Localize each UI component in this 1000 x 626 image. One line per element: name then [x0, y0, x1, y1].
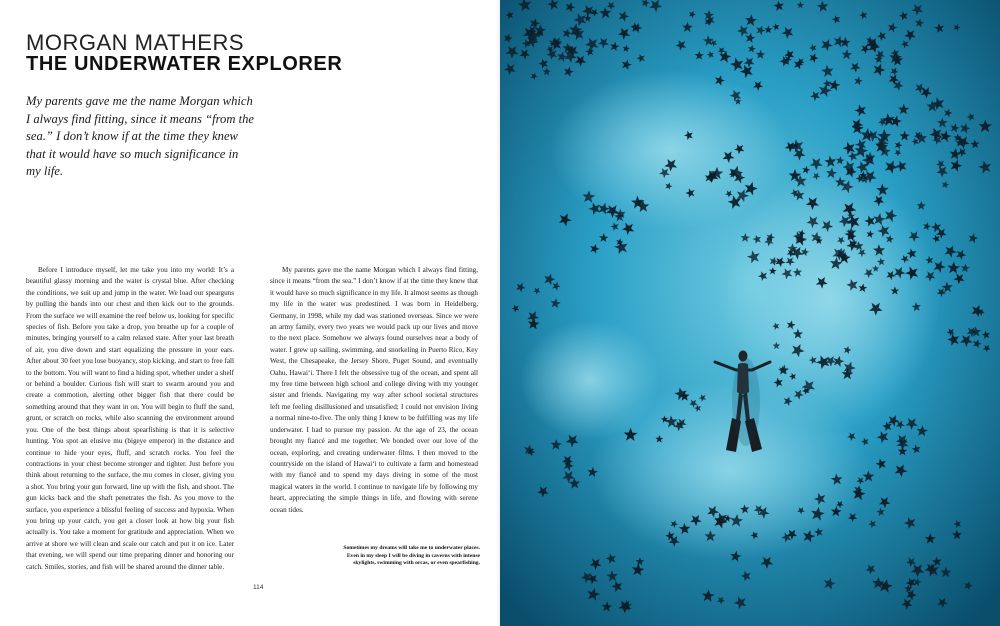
photo-caption: Sometimes my dreams will take me to underwater places. Even in my sleep I will be diving in caverns with intense skylights, swimming with orcas, or even spearfishing. — [343, 545, 480, 567]
body-column-right: My parents gave me the name Morgan which I always find fitting, since it means “from the sea.” I don’t know if at the time they knew that it would have so much significance in my life. It almost seems as though my life in the water was predestined. I was born in Heidelberg, Germany, in 1998, while my dad was stationed overseas. Since we were an army family, every two years we would pack up our lives and move to the next place. Somehow we always found ourselves near a body of water. I grew up sailing, swimming, and snorkeling in Puerto Rico, Key West, the Chesapeake, the Jersey Shore, Puget Sound, and eventually Oahu, Hawai‘i. There I felt the obsessive tug of the ocean, and spent all my free time between high school and college diving with my younger sister and friends. Navigating my way after school societal structures left me feeling disillusioned and unsatisfied; I could not envision living a normal nine-to-five. The only thing I knew to be fulfilling was my life underwater. I had to pursue my passion. At the age of 23, the ocean brought my fiancé and me together. We bonded over our love of the ocean, exploring, and creating underwater films. I then moved to the countryside on the island of Hawai‘i to cultivate a farm and homestead with my fiancé and to spend my days diving in some of the most magical waters in the world. I continue to navigate life by following my heart, appreciating the simple things in life, and flowing with serene ocean tides. — [270, 266, 478, 514]
right-page-photo — [500, 0, 1000, 626]
pull-quote: My parents gave me the name Morgan which I always find fitting, since it means “from the sea.” I don’t know if at the time they knew that it would have so much significance in my life. — [26, 94, 254, 179]
author-name: MORGAN MATHERS — [26, 30, 245, 55]
body-column-left: Before I introduce myself, let me take you into my world: It’s a beautiful glassy morning and the water is crystal blue. After checking the conditions, we suit up and jump in the water. We load our spearguns by pulling the bands into our chest and then kick out to the grounds. From the surface we will examine the reef below us, looking for specific species of fish. Before you take a drop, you breathe up for a couple of minutes, bringing yourself to a calm relaxed state. After your last breath of air, you dive down and start equalizing the pressure in your ears. After about 30 feet you lose buoyancy, stop kicking, and start to free fall to the bottom. You will want to find a hiding spot, whether under a shelf or behind a boulder. Curious fish will start to swarm around you and create a commotion, alerting other bigger fish that there could be something around that they want in on. You will begin to fluff the sand, grunt, or scratch on rocks, while also scanning the environment around you. One of the best things about spearfishing is that it is selective hunting. You spot an elusive mu (bigeye emperor) in the distance and continue to hide your eyes, fluff, and scratch rocks. You feel the contractions in your chest become stronger and tighter. Just before you think about returning to the surface, the mu comes in closer, giving you a shot. You bring your gun forward, line up with the fish, and shoot. The gun kicks back and the shaft penetrates the fish. As you move to the surface, you experience a blissful feeling of success and hypoxia. When you bring up your catch, you get a closer look at how big your fish actually is. You take a moment for gratitude and appreciation. When we arrive at shore we will clean and scale our catch and put it on ice. Later that evening, we will spend our time preparing dinner and honoring our catch. Smiles, stories, and fish will be shared around the dinner table. — [26, 266, 234, 571]
light-patch — [520, 320, 660, 440]
article-title: THE UNDERWATER EXPLORER — [26, 53, 343, 75]
underwater-photo — [500, 0, 1000, 626]
light-patch — [550, 70, 790, 230]
page-number: 114 — [253, 584, 264, 591]
